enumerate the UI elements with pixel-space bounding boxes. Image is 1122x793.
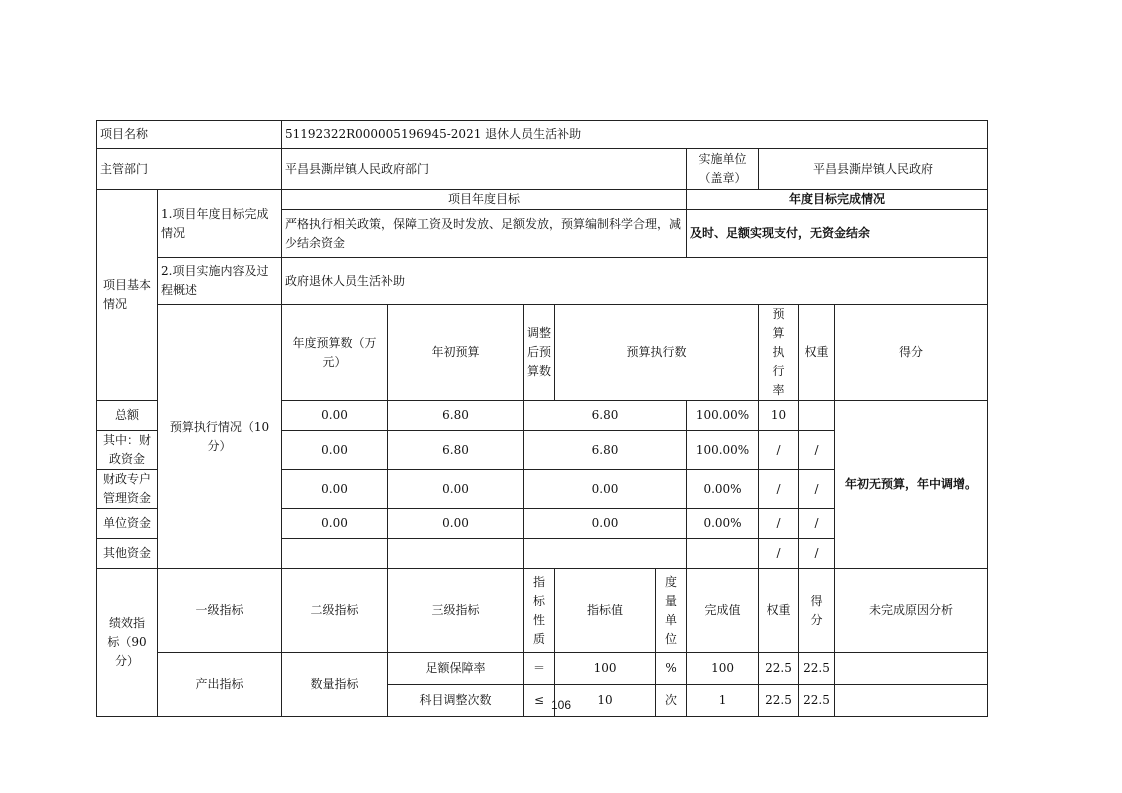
budget-header-initial: 年初预算 xyxy=(388,305,524,401)
perf-row-reason xyxy=(835,653,988,685)
budget-row-score: / xyxy=(799,431,835,470)
budget-header-row xyxy=(97,305,988,401)
completion-text: 及时、足额实现支付，无资金结余 xyxy=(687,210,988,258)
budget-row-name: 其中：财政资金 xyxy=(97,431,158,470)
budget-row-score: / xyxy=(799,509,835,539)
budget-row-executed: 6.80 xyxy=(524,401,687,431)
budget-row-rate: 100.00% xyxy=(687,431,759,470)
budget-row-adjusted: 0.00 xyxy=(388,470,524,509)
perf-row-indicator: 科目调整次数 xyxy=(388,685,524,717)
perf-header-completed: 完成值 xyxy=(687,569,759,653)
budget-row-rate: 0.00% xyxy=(687,509,759,539)
performance-row xyxy=(97,653,988,685)
perf-row-nature: ≤ xyxy=(524,685,555,717)
perf-row-value: 100 xyxy=(555,653,656,685)
budget-row-weight: / xyxy=(759,509,799,539)
budget-row-rate xyxy=(687,539,759,569)
perf-row-completed: 100 xyxy=(687,653,759,685)
budget-header-annual: 年度预算数（万元） xyxy=(282,305,388,401)
perf-header-unit: 度量单位 xyxy=(656,569,687,653)
perf-header-nature: 指标性质 xyxy=(524,569,555,653)
perf-level1-output: 产出指标 xyxy=(158,653,282,717)
perf-row-nature: ＝ xyxy=(524,653,555,685)
budget-row-adjusted: 0.00 xyxy=(388,509,524,539)
budget-reason: 年初无预算，年中调增。 xyxy=(835,401,988,569)
budget-row-initial: 0.00 xyxy=(282,470,388,509)
completion-header: 年度目标完成情况 xyxy=(687,190,988,210)
perf-header-reason: 未完成原因分析 xyxy=(835,569,988,653)
perf-row-indicator: 足额保障率 xyxy=(388,653,524,685)
department-label: 主管部门 xyxy=(97,149,282,190)
perf-row-completed: 1 xyxy=(687,685,759,717)
budget-row-weight: / xyxy=(759,431,799,470)
budget-row-score: / xyxy=(799,470,835,509)
budget-row-rate: 100.00% xyxy=(687,401,759,431)
budget-row-name: 总额 xyxy=(97,401,158,431)
budget-row-executed: 0.00 xyxy=(524,509,687,539)
perf-row-score: 22.5 xyxy=(799,685,835,717)
budget-row-initial: 0.00 xyxy=(282,401,388,431)
project-name-row xyxy=(97,121,988,149)
budget-row-adjusted: 6.80 xyxy=(388,401,524,431)
budget-row-name: 财政专户管理资金 xyxy=(97,470,158,509)
budget-row-score: / xyxy=(799,539,835,569)
project-name-label: 项目名称 xyxy=(97,121,282,149)
perf-header-weight: 权重 xyxy=(759,569,799,653)
budget-row-name: 单位资金 xyxy=(97,509,158,539)
perf-row-unit: % xyxy=(656,653,687,685)
department-value: 平昌县澌岸镇人民政府部门 xyxy=(282,149,687,190)
budget-row-initial xyxy=(282,539,388,569)
perf-row-unit: 次 xyxy=(656,685,687,717)
budget-row-weight: / xyxy=(759,470,799,509)
budget-row-executed xyxy=(524,539,687,569)
budget-header-score: 得分 xyxy=(835,305,988,401)
basic-section-label: 项目基本情况 xyxy=(97,190,158,401)
perf-row-score: 22.5 xyxy=(799,653,835,685)
budget-section-label: 预算执行情况（10 分） xyxy=(158,305,282,569)
content-row xyxy=(97,258,988,305)
goal-header: 项目年度目标 xyxy=(282,190,687,210)
perf-header-level3: 三级指标 xyxy=(388,569,524,653)
basic-header-row xyxy=(97,190,988,210)
project-name-value: 51192322R000005196945-2021 退休人员生活补助 xyxy=(282,121,988,149)
perf-row-weight: 22.5 xyxy=(759,653,799,685)
perf-row-value: 10 xyxy=(555,685,656,717)
budget-row-initial: 0.00 xyxy=(282,509,388,539)
budget-header-weight: 权重 xyxy=(799,305,835,401)
budget-header-executed: 预算执行数 xyxy=(555,305,759,401)
budget-row-score xyxy=(799,401,835,431)
budget-header-adjusted: 调整后预算数 xyxy=(524,305,555,401)
budget-row-adjusted xyxy=(388,539,524,569)
budget-header-rate: 预算执行率 xyxy=(759,305,799,401)
perf-header-level1: 一级指标 xyxy=(158,569,282,653)
perf-level2-quantity: 数量指标 xyxy=(282,653,388,717)
budget-row-initial: 0.00 xyxy=(282,431,388,470)
budget-row-weight: / xyxy=(759,539,799,569)
department-row xyxy=(97,149,988,190)
perf-row-weight: 22.5 xyxy=(759,685,799,717)
performance-section-label: 绩效指标（90 分） xyxy=(97,569,158,717)
budget-row-executed: 6.80 xyxy=(524,431,687,470)
budget-row-executed: 0.00 xyxy=(524,470,687,509)
budget-row-rate: 0.00% xyxy=(687,470,759,509)
implementing-unit-value: 平昌县澌岸镇人民政府 xyxy=(759,149,988,190)
implementing-unit-label: 实施单位（盖章） xyxy=(687,149,759,190)
budget-row-adjusted: 6.80 xyxy=(388,431,524,470)
content-label: 2.项目实施内容及过程概述 xyxy=(158,258,282,305)
budget-row-name: 其他资金 xyxy=(97,539,158,569)
budget-row-weight: 10 xyxy=(759,401,799,431)
perf-header-level2: 二级指标 xyxy=(282,569,388,653)
performance-header-row xyxy=(97,569,988,653)
goal-text: 严格执行相关政策，保障工资及时发放、足额发放，预算编制科学合理，减少结余资金 xyxy=(282,210,687,258)
perf-header-score: 得分 xyxy=(799,569,835,653)
performance-evaluation-table xyxy=(96,120,988,717)
perf-header-value: 指标值 xyxy=(555,569,656,653)
content-text: 政府退休人员生活补助 xyxy=(282,258,988,305)
goal-label: 1.项目年度目标完成情况 xyxy=(158,190,282,258)
page-number: 106 xyxy=(550,698,572,712)
